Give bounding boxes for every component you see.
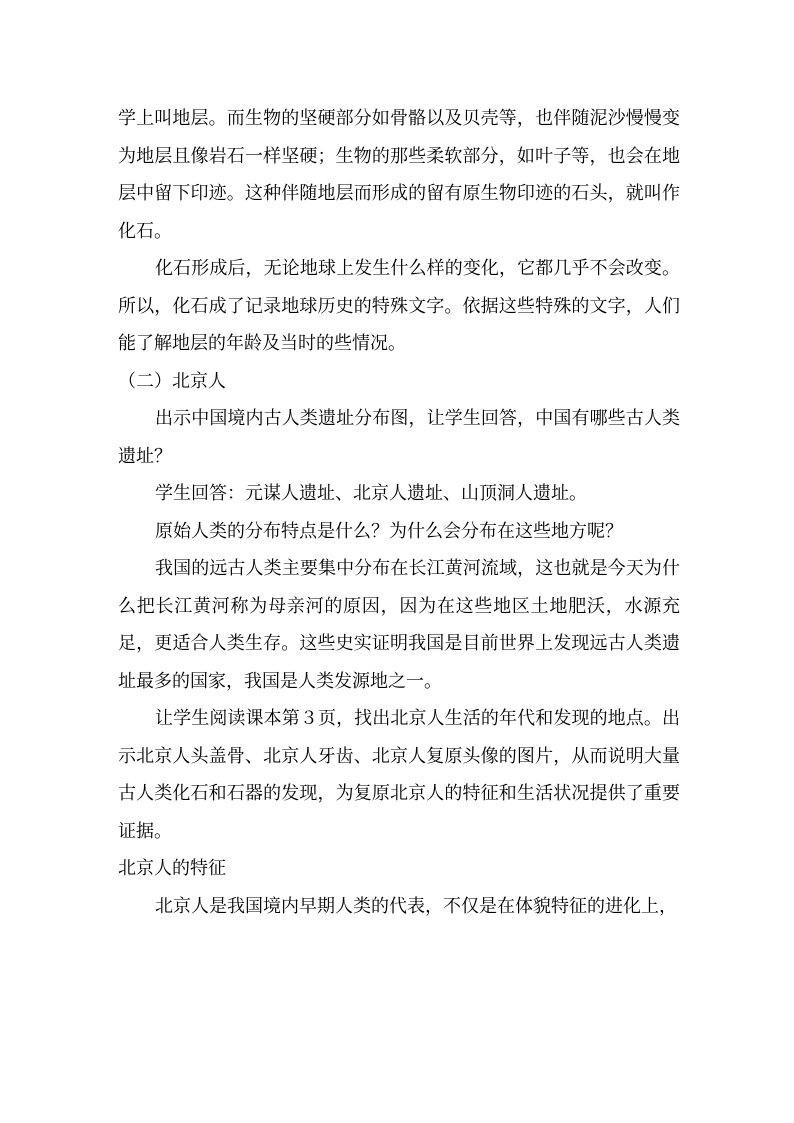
- paragraph-peking-man-representative: 北京人是我国境内早期人类的代表，不仅是在体貌特征的进化上，: [155, 895, 677, 917]
- paragraph-textbook-reading: 让学生阅读课本第３页，找出北京人生活的年代和发现的地点。出示北京人头盖骨、北京人牙齿、北京人复原头像的图片，从而说明大量古人类化石和石器的发现，为复原北京人的特征和生活状况提供了重要证据。: [118, 708, 680, 842]
- subheading-peking-man-features: 北京人的特征: [118, 858, 226, 879]
- section-heading-peking-man: （二）北京人: [118, 370, 226, 392]
- paragraph-student-answer: 学生回答：元谋人遗址、北京人遗址、山顶洞人遗址。: [155, 483, 587, 504]
- paragraph-site-question: 出示中国境内古人类遗址分布图，让学生回答，中国有哪些古人类遗址？: [118, 408, 680, 467]
- paragraph-distribution-question: 原始人类的分布特点是什么？为什么会分布在这些地方呢？: [155, 520, 623, 542]
- paragraph-yangtze-yellow-river: 我国的远古人类主要集中分布在长江黄河流域，这也就是今天为什么把长江黄河称为母亲河的原因，因为在这些地区土地肥沃，水源充足，更适合人类生存。这些史实证明我国是目前世界上发现远古人类遗址最多的国家，我国是人类发源地之一。: [118, 558, 680, 692]
- document-body: [118, 100, 680, 925]
- paragraph-fossil-meaning: 化石形成后，无论地球上发生什么样的变化，它都几乎不会改变。所以，化石成了记录地球历史的特殊文字。依据这些特殊的文字，人们能了解地层的年龄及当时的些情况。: [118, 258, 680, 354]
- paragraph-fossil-formation: 学上叫地层。而生物的坚硬部分如骨骼以及贝壳等，也伴随泥沙慢慢变为地层且像岩石一样坚硬；生物的那些柔软部分，如叶子等，也会在地层中留下印迹。这种伴随地层而形成的留有原生物印迹的石头，就叫作化石。: [118, 108, 680, 242]
